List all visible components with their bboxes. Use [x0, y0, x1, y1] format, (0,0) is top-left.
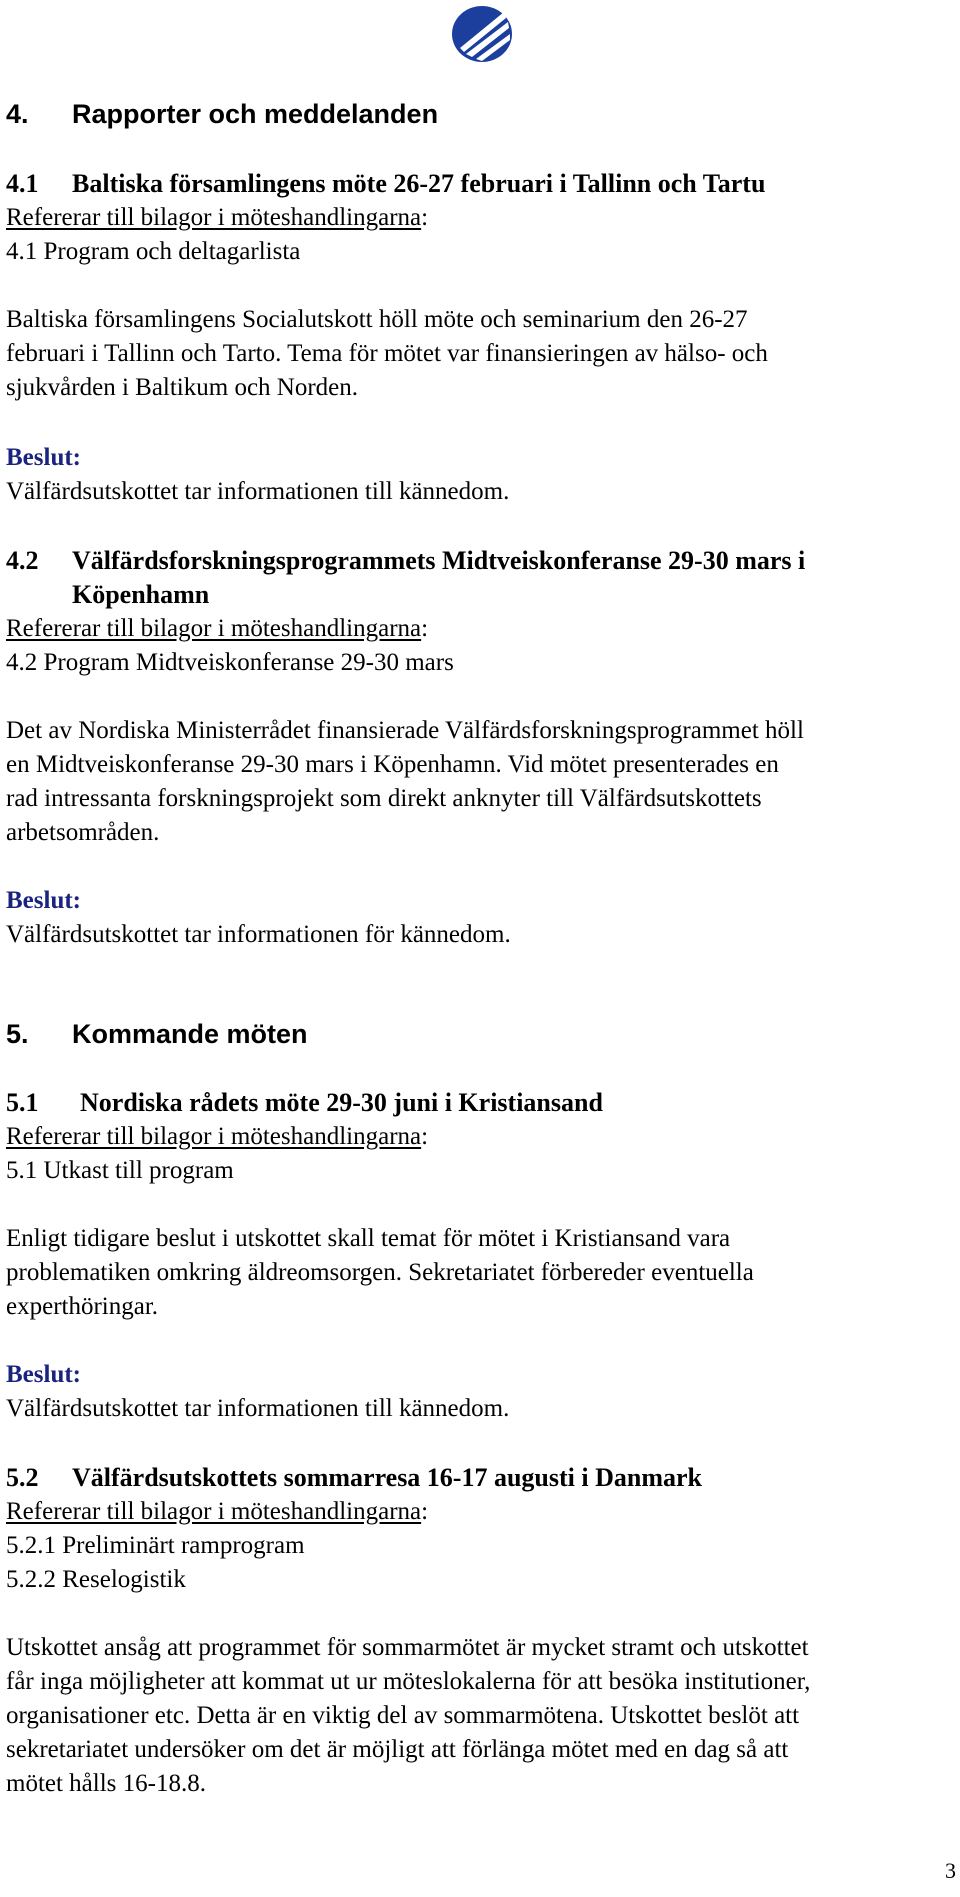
section-number: 4. — [6, 99, 29, 129]
body-line: Utskottet ansåg att programmet för sommarmötet är mycket stramt och utskottet — [6, 1634, 809, 1661]
attachment-reference-link[interactable]: Refererar till bilagor i möteshandlingarna — [6, 1498, 422, 1525]
attachment-item: 4.2 Program Midtveiskonferanse 29-30 mars — [6, 649, 454, 676]
body-line: februari i Tallinn och Tarto. Tema för mötet var finansieringen av hälso- och — [6, 340, 768, 367]
body-line: organisationer etc. Detta är en viktig del av sommarmötena. Utskottet beslöt att — [6, 1702, 800, 1729]
body-line: rad intressanta forskningsprojekt som direkt anknyter till Välfärdsutskottets — [6, 785, 762, 812]
subsection-heading-4-1 — [6, 169, 765, 199]
subsection-heading-4-2 — [6, 546, 805, 576]
body-line: experthöringar. — [6, 1293, 159, 1320]
body-line: får inga möjligheter att kommat ut ur möteslokalerna för att besöka institutioner, — [6, 1668, 811, 1695]
decision-label: Beslut: — [6, 887, 81, 914]
attachment-item: 5.2.2 Reselogistik — [6, 1566, 186, 1593]
attachment-reference — [6, 614, 428, 644]
decision-label: Beslut: — [6, 444, 81, 471]
body-line: sjukvården i Baltikum och Norden. — [6, 374, 359, 401]
ref-colon: : — [421, 1498, 429, 1525]
attachment-item: 5.1 Utkast till program — [6, 1157, 234, 1184]
attachment-reference-link[interactable]: Refererar till bilagor i möteshandlingarna — [6, 615, 422, 642]
decision-text: Välfärdsutskottet tar informationen för kännedom. — [6, 921, 511, 948]
subsection-number: 4.2 — [6, 546, 39, 575]
attachment-reference — [6, 1122, 428, 1152]
subsection-title: Nordiska rådets möte 29-30 juni i Kristiansand — [80, 1088, 603, 1117]
body-line: problematiken omkring äldreomsorgen. Sekretariatet förbereder eventuella — [6, 1259, 754, 1286]
nordic-council-logo — [450, 4, 514, 64]
body-line: Enligt tidigare beslut i utskottet skall temat för mötet i Kristiansand vara — [6, 1225, 731, 1252]
ref-colon: : — [421, 1123, 429, 1150]
body-line: en Midtveiskonferanse 29-30 mars i Köpenhamn. Vid mötet presenterades en — [6, 751, 779, 778]
subsection-number: 5.1 — [6, 1088, 39, 1117]
subsection-title: Välfärdsutskottets sommarresa 16-17 augusti i Danmark — [72, 1463, 703, 1492]
section-title: Kommande möten — [72, 1019, 308, 1049]
attachment-item: 5.2.1 Preliminärt ramprogram — [6, 1532, 305, 1559]
subsection-title: Välfärdsforskningsprogrammets Midtveiskonferanse 29-30 mars i — [72, 546, 806, 575]
subsection-heading-5-2 — [6, 1463, 702, 1493]
decision-text: Välfärdsutskottet tar informationen till kännedom. — [6, 478, 510, 505]
subsection-number: 5.2 — [6, 1463, 39, 1492]
subsection-heading-5-1 — [6, 1088, 603, 1118]
body-line: sekretariatet undersöker om det är möjligt att förlänga mötet med en dag så att — [6, 1736, 789, 1763]
section-number: 5. — [6, 1019, 29, 1049]
decision-text: Välfärdsutskottet tar informationen till kännedom. — [6, 1395, 510, 1422]
attachment-reference — [6, 203, 428, 233]
decision-label: Beslut: — [6, 1361, 81, 1388]
attachment-item: 4.1 Program och deltagarlista — [6, 238, 301, 265]
subsection-number: 4.1 — [6, 169, 39, 198]
body-line: Det av Nordiska Ministerrådet finansierade Välfärdsforskningsprogrammet höll — [6, 717, 804, 744]
subsection-title-continued: Köpenhamn — [72, 580, 210, 609]
body-line: Baltiska församlingens Socialutskott höll möte och seminarium den 26-27 — [6, 306, 748, 333]
page-number: 3 — [945, 1858, 956, 1883]
attachment-reference-link[interactable]: Refererar till bilagor i möteshandlingarna — [6, 1123, 422, 1150]
body-line: mötet hålls 16-18.8. — [6, 1770, 206, 1797]
subsection-title: Baltiska församlingens möte 26-27 februari i Tallinn och Tartu — [72, 169, 766, 198]
body-line: arbetsområden. — [6, 819, 160, 846]
ref-colon: : — [421, 615, 429, 642]
attachment-reference-link[interactable]: Refererar till bilagor i möteshandlingarna — [6, 204, 422, 231]
ref-colon: : — [421, 204, 429, 231]
section-heading-4 — [6, 99, 438, 129]
section-heading-5 — [6, 1019, 308, 1049]
attachment-reference — [6, 1497, 428, 1527]
section-title: Rapporter och meddelanden — [72, 99, 439, 129]
